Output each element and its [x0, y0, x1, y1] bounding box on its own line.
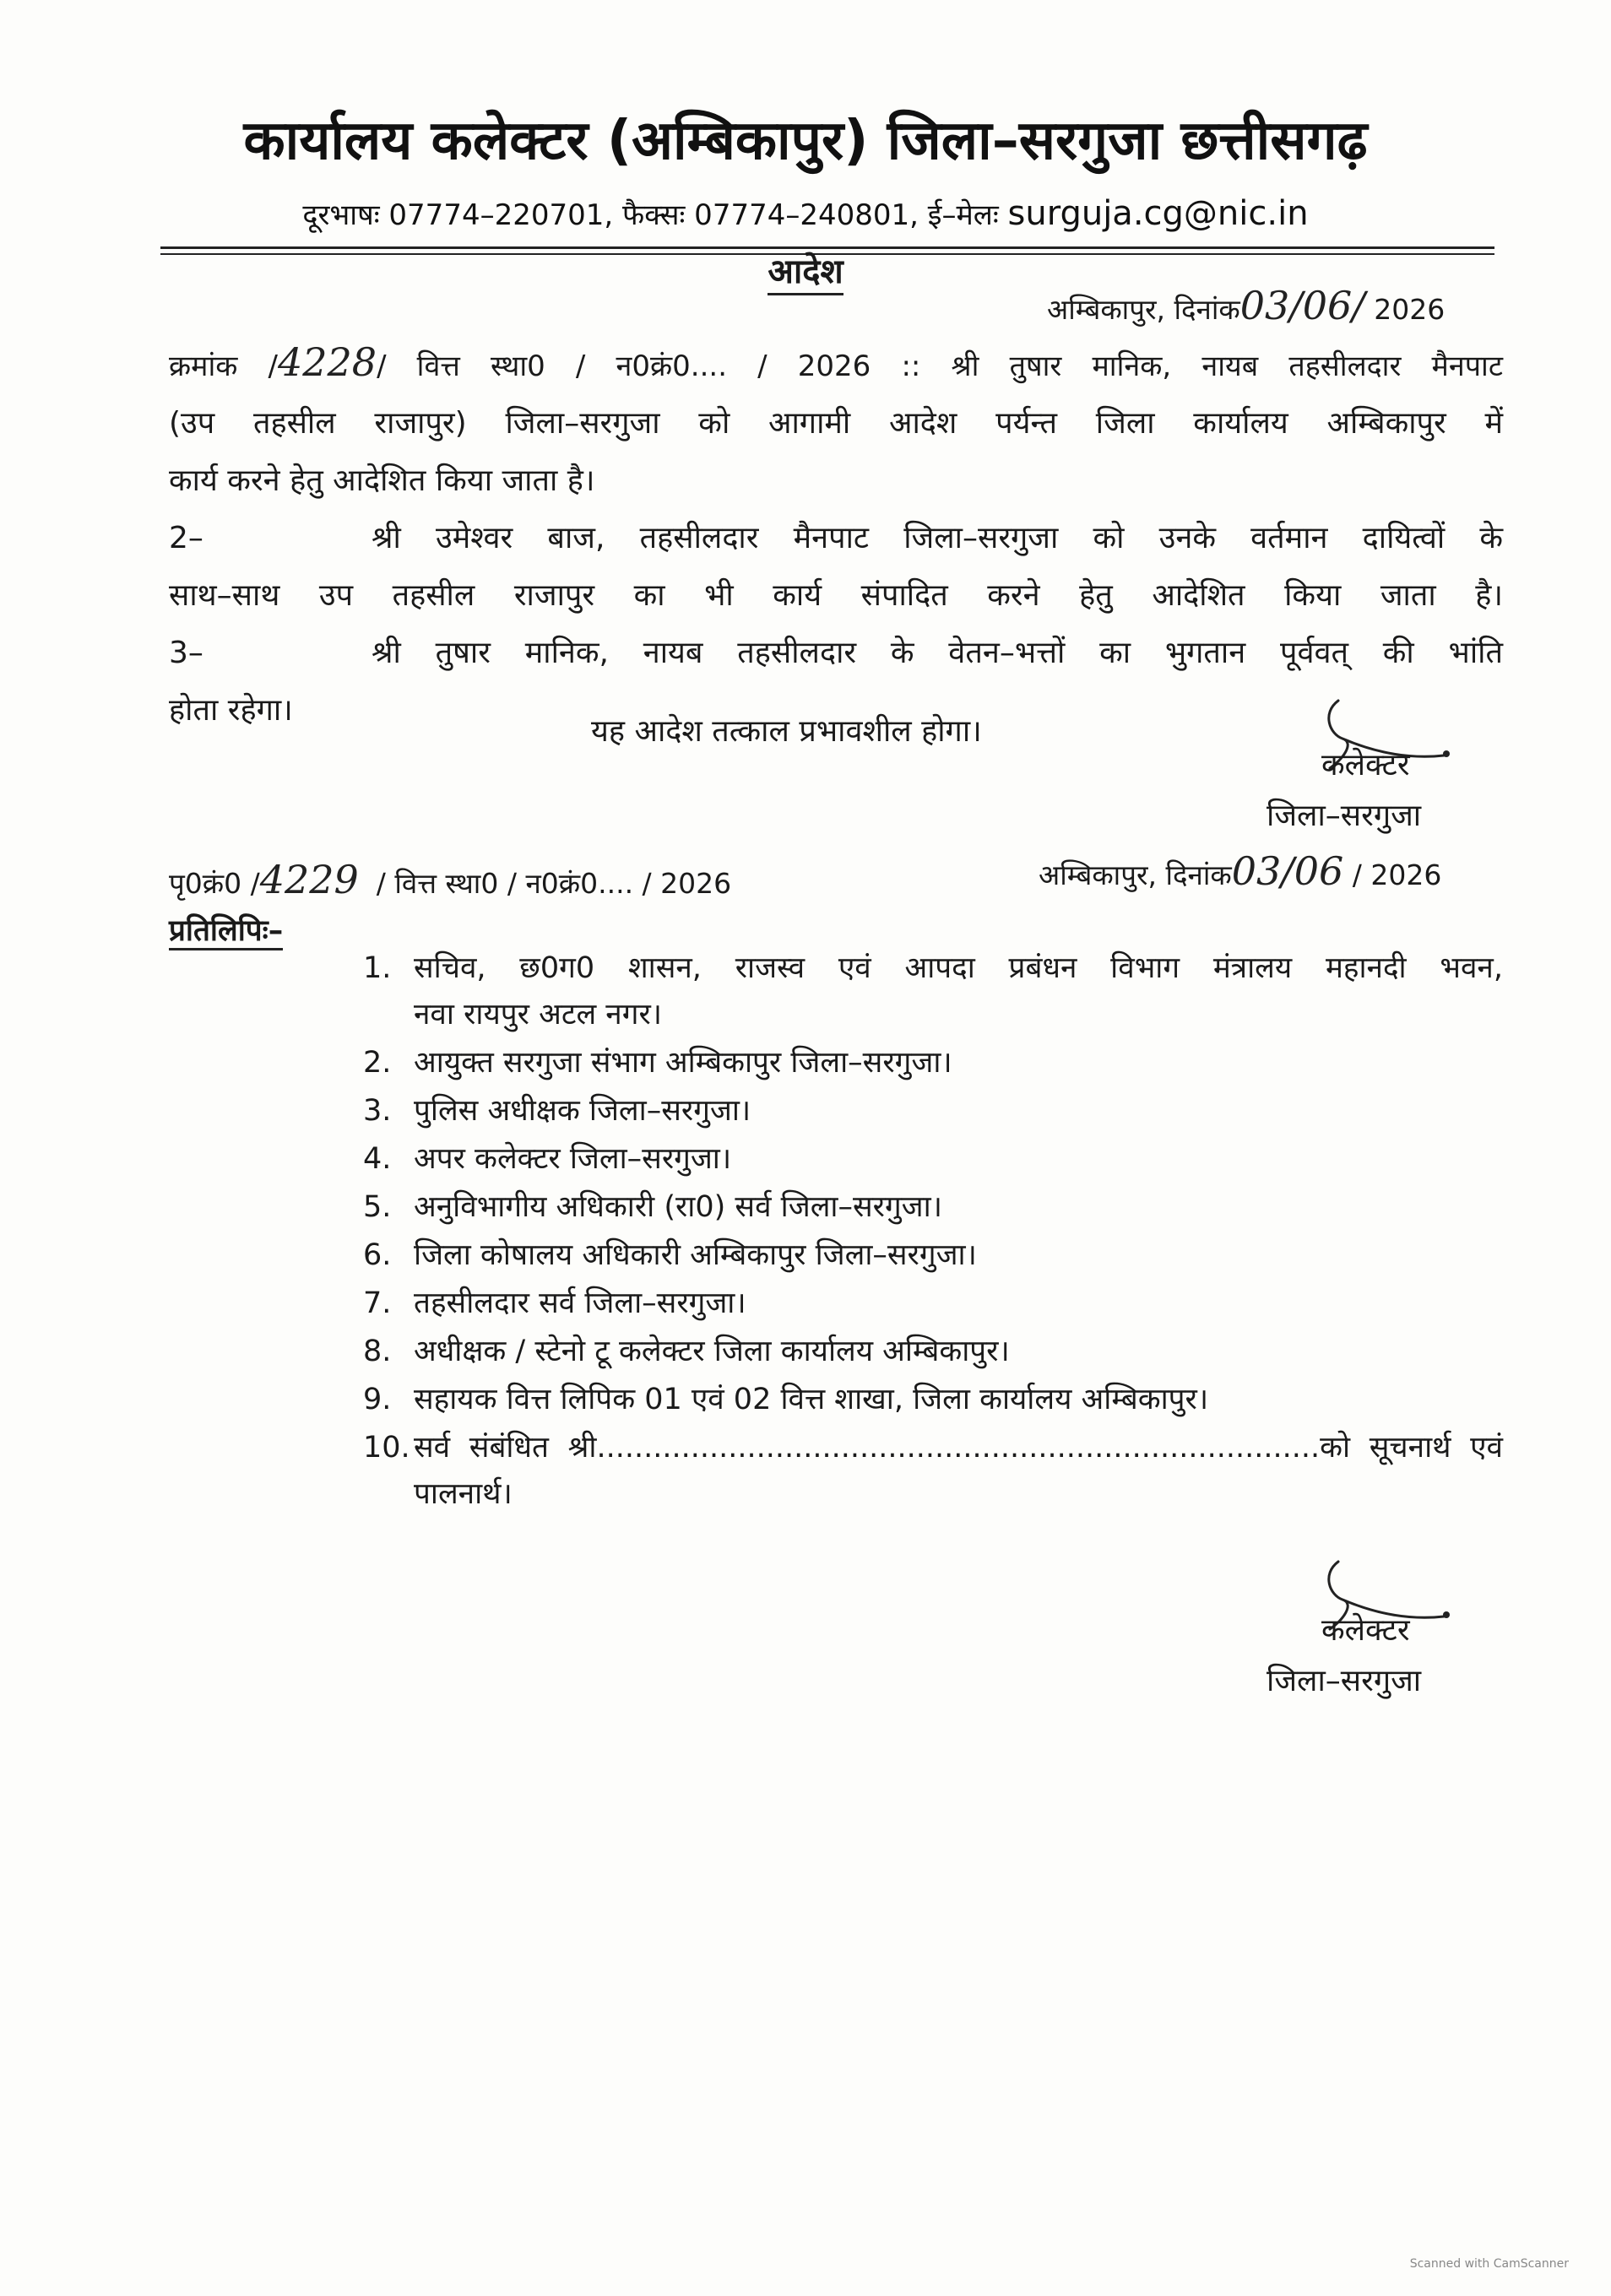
order-dateline — [1047, 283, 1445, 328]
recipient-text-continuation: पालनार्थ। — [414, 1477, 513, 1511]
recipient-text: तहसीलदार सर्व जिला–सरगुजा। — [414, 1286, 746, 1320]
order-para3-line2: होता रहेगा। — [169, 693, 293, 728]
recipient-number: 1. — [363, 951, 392, 985]
recipient-text: सहायक वित्त लिपिक 01 एवं 02 वित्त शाखा, जिला कार्यालय अम्बिकापुर। — [414, 1383, 1209, 1416]
recipient-text: अनुविभागीय अधिकारी (रा0) सर्व जिला–सरगुजा। — [414, 1190, 942, 1224]
recipient-item — [363, 1329, 1503, 1377]
copy-dateline — [1039, 848, 1441, 894]
recipient-text: आयुक्त सरगुजा संभाग अम्बिकापुर जिला–सरगुजा। — [414, 1046, 952, 1080]
order-ref-line — [169, 333, 1503, 395]
order-signatory-district: जिला–सरगुजा — [1267, 799, 1422, 833]
recipient-text: अधीक्षक / स्टेनो टू कलेक्टर जिला कार्यालय अम्बिकापुर। — [414, 1335, 1010, 1368]
recipient-number: 6. — [363, 1238, 392, 1272]
order-para3-number: 3– — [169, 636, 203, 670]
order-heading: आदेश — [0, 246, 1611, 293]
order-para1-line3: कार्य करने हेतु आदेशित किया जाता है। — [169, 463, 595, 498]
recipient-list — [363, 945, 1503, 1519]
copy-ref-suffix: / वित्त स्था0 / न0क्रं0.... / 2026 — [376, 867, 732, 900]
order-para2-line1: 2– श्री उमेश्वर बाज, तहसीलदार मैनपाट जिला–सरगुजा को उनके वर्तमान दायित्वों के — [169, 510, 1503, 567]
recipient-item — [363, 1232, 1503, 1281]
copy-date-handwritten: 03/06 — [1231, 848, 1344, 894]
recipient-number: 3. — [363, 1094, 392, 1128]
order-ref-suffix: / वित्त स्था0 / न0क्रं0.... / 2026 :: श्री तुषार मानिक, नायब तहसीलदार मैनपाट — [377, 349, 1504, 383]
recipient-number: 2. — [363, 1046, 392, 1080]
recipient-number: 9. — [363, 1383, 392, 1416]
copy-heading: प्रतिलिपिः– — [169, 910, 283, 950]
recipient-text: सर्व संबंधित श्री.............................................................................को सूचनार्थ एवं पालनार्थ। — [414, 1425, 1503, 1518]
copy-year: / 2026 — [1352, 858, 1442, 891]
recipient-text: पुलिस अधीक्षक जिला–सरगुजा। — [414, 1094, 751, 1128]
recipient-item — [363, 1088, 1503, 1136]
recipient-text: जिला कोषालय अधिकारी अम्बिकापुर जिला–सरगुजा। — [414, 1238, 977, 1272]
office-title: कार्यालय कलेक्टर (अम्बिकापुर) जिला–सरगुजा छत्तीसगढ़ — [243, 110, 1368, 172]
copy-ref-line — [169, 857, 731, 902]
order-signatory-title: कलेक्टर — [1321, 748, 1410, 782]
recipient-number: 10. — [363, 1431, 410, 1465]
order-number-handwritten: 4228 — [277, 339, 377, 385]
copy-number-handwritten: 4229 — [259, 857, 359, 902]
order-para3-line1: 3– श्री तुषार मानिक, नायब तहसीलदार के वेतन–भत्तों का भुगतान पूर्ववत् की भांति — [169, 625, 1503, 682]
copy-signatory-title: कलेक्टर — [1321, 1613, 1410, 1648]
order-para2-line2: साथ–साथ उप तहसील राजापुर का भी कार्य संपादित करने हेतु आदेशित किया जाता है। — [169, 578, 1503, 613]
contact-details: दूरभाषः 07774–220701, फैक्सः 07774–240801, ई–मेलः — [302, 198, 1008, 232]
recipient-number: 5. — [363, 1190, 392, 1224]
recipient-item — [363, 1136, 1503, 1184]
email-address: surguja.cg@nic.in — [1007, 194, 1309, 233]
order-year: 2026 — [1374, 293, 1446, 326]
recipient-text: सचिव, छ0ग0 शासन, राजस्व एवं आपदा प्रबंधन विभाग मंत्रालय महानदी भवन, नवा रायपुर अटल नगर। — [414, 945, 1503, 1038]
copy-place-date-label: अम्बिकापुर, दिनांक — [1039, 858, 1232, 891]
recipient-item — [363, 1281, 1503, 1329]
recipient-item — [363, 1184, 1503, 1232]
recipient-text: अपर कलेक्टर जिला–सरगुजा। — [414, 1142, 732, 1176]
contact-line — [0, 194, 1611, 233]
recipient-item — [363, 1425, 1503, 1519]
order-para2-number: 2– — [169, 521, 203, 555]
order-body — [169, 333, 1503, 739]
recipient-item — [363, 1040, 1503, 1088]
order-effect-statement: यह आदेश तत्काल प्रभावशील होगा। — [591, 714, 982, 749]
order-number-label: क्रमांक / — [169, 349, 278, 383]
order-place-date-label: अम्बिकापुर, दिनांक — [1047, 293, 1240, 326]
recipient-number: 8. — [363, 1335, 392, 1368]
scanner-watermark: Scanned with CamScanner — [1409, 2257, 1569, 2271]
copy-signatory-district: जिला–सरगुजा — [1267, 1664, 1422, 1698]
order-date-handwritten: 03/06/ — [1239, 283, 1365, 328]
recipient-number: 7. — [363, 1286, 392, 1320]
order-para1-line2: (उप तहसील राजापुर) जिला–सरगुजा को आगामी आदेश पर्यन्त जिला कार्यालय अम्बिकापुर में — [169, 406, 1503, 441]
copy-number-label: पृ0क्रं0 / — [169, 867, 260, 900]
recipient-text-continuation: नवा रायपुर अटल नगर। — [414, 998, 663, 1032]
recipient-item — [363, 1377, 1503, 1425]
recipient-number: 4. — [363, 1142, 392, 1176]
recipient-item — [363, 945, 1503, 1040]
